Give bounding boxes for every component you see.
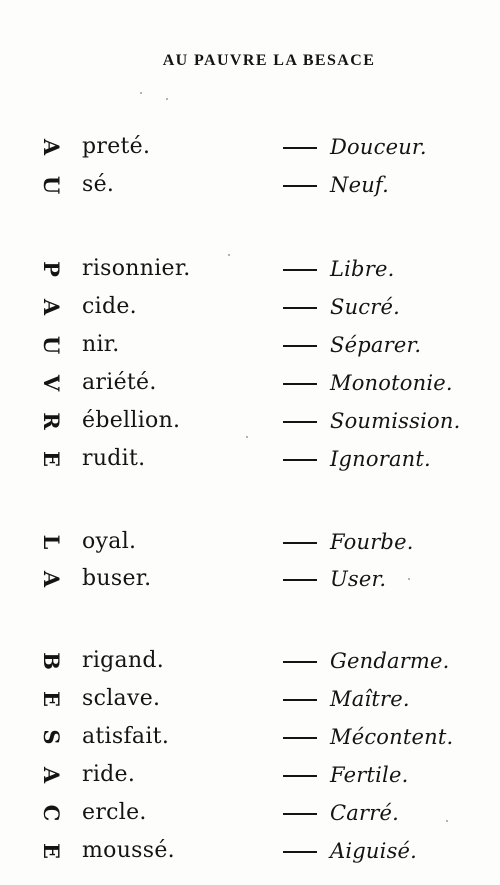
em-dash [283, 345, 317, 347]
puzzle-row [0, 796, 500, 830]
antonym: Monotonie. [330, 371, 453, 395]
em-dash [283, 185, 317, 187]
vertical-initial: L [39, 534, 64, 550]
word-fragment: ride. [82, 762, 136, 787]
puzzle-row [0, 130, 500, 164]
em-dash [283, 851, 317, 853]
word-fragment: ercle. [82, 800, 147, 825]
puzzle-row [0, 758, 500, 792]
word-fragment: oyal. [82, 529, 137, 554]
vertical-initial: E [39, 450, 64, 467]
antonym: Neuf. [330, 173, 390, 197]
em-dash [283, 269, 317, 271]
word-fragment: ébellion. [82, 408, 181, 433]
em-dash [283, 579, 317, 581]
antonym: Séparer. [330, 333, 422, 357]
puzzle-row [0, 404, 500, 438]
print-speck [246, 436, 248, 438]
word-fragment: cide. [82, 294, 137, 319]
puzzle-row [0, 644, 500, 678]
antonym: Fertile. [330, 763, 409, 787]
word-fragment: risonnier. [82, 256, 191, 281]
antonym: Sucré. [330, 295, 401, 319]
puzzle-row [0, 168, 500, 202]
word-fragment: preté. [82, 134, 151, 159]
antonym: User. [330, 567, 387, 591]
vertical-initial: B [39, 652, 64, 670]
word-fragment: rigand. [82, 648, 165, 673]
em-dash [283, 383, 317, 385]
vertical-initial: A [39, 298, 64, 316]
antonym: Carré. [330, 801, 399, 825]
vertical-initial: E [39, 690, 64, 707]
antonym: Libre. [330, 257, 395, 281]
em-dash [283, 147, 317, 149]
word-fragment: ariété. [82, 370, 157, 395]
antonym: Maître. [330, 687, 410, 711]
em-dash [283, 421, 317, 423]
vertical-initial: A [39, 766, 64, 784]
antonym: Aiguisé. [330, 839, 418, 863]
em-dash [283, 775, 317, 777]
puzzle-row [0, 562, 500, 596]
vertical-initial: V [39, 374, 64, 392]
vertical-initial: U [39, 335, 64, 355]
antonym: Fourbe. [330, 530, 414, 554]
vertical-initial: E [39, 842, 64, 859]
print-speck [446, 820, 448, 822]
word-fragment: atisfait. [82, 724, 170, 749]
puzzle-row [0, 366, 500, 400]
puzzle-row [0, 834, 500, 868]
word-fragment: nir. [82, 332, 120, 357]
em-dash [283, 699, 317, 701]
puzzle-row [0, 525, 500, 559]
puzzle-row [0, 252, 500, 286]
word-fragment: moussé. [82, 838, 175, 863]
em-dash [283, 307, 317, 309]
antonym: Ignorant. [330, 447, 431, 471]
vertical-initial: R [39, 412, 64, 430]
print-speck [166, 98, 168, 100]
em-dash [283, 542, 317, 544]
print-speck [408, 578, 410, 580]
word-fragment: buser. [82, 566, 152, 591]
puzzle-row [0, 328, 500, 362]
word-fragment: rudit. [82, 446, 146, 471]
word-fragment: sclave. [82, 686, 161, 711]
vertical-initial: U [39, 175, 64, 195]
vertical-initial: A [39, 570, 64, 588]
print-speck [228, 254, 230, 256]
em-dash [283, 459, 317, 461]
em-dash [283, 737, 317, 739]
vertical-initial: C [39, 804, 64, 822]
page-title: AU PAUVRE LA BESACE [162, 52, 376, 69]
em-dash [283, 813, 317, 815]
vertical-initial: A [39, 138, 64, 156]
vertical-initial: S [39, 729, 64, 745]
puzzle-row [0, 720, 500, 754]
antonym: Gendarme. [330, 649, 450, 673]
puzzle-row [0, 682, 500, 716]
vertical-initial: P [39, 261, 64, 277]
print-speck [140, 92, 142, 94]
puzzle-row [0, 442, 500, 476]
puzzle-row [0, 290, 500, 324]
antonym: Soumission. [330, 409, 461, 433]
antonym: Douceur. [330, 135, 427, 159]
antonym: Mécontent. [330, 725, 454, 749]
em-dash [283, 661, 317, 663]
word-fragment: sé. [82, 172, 115, 197]
